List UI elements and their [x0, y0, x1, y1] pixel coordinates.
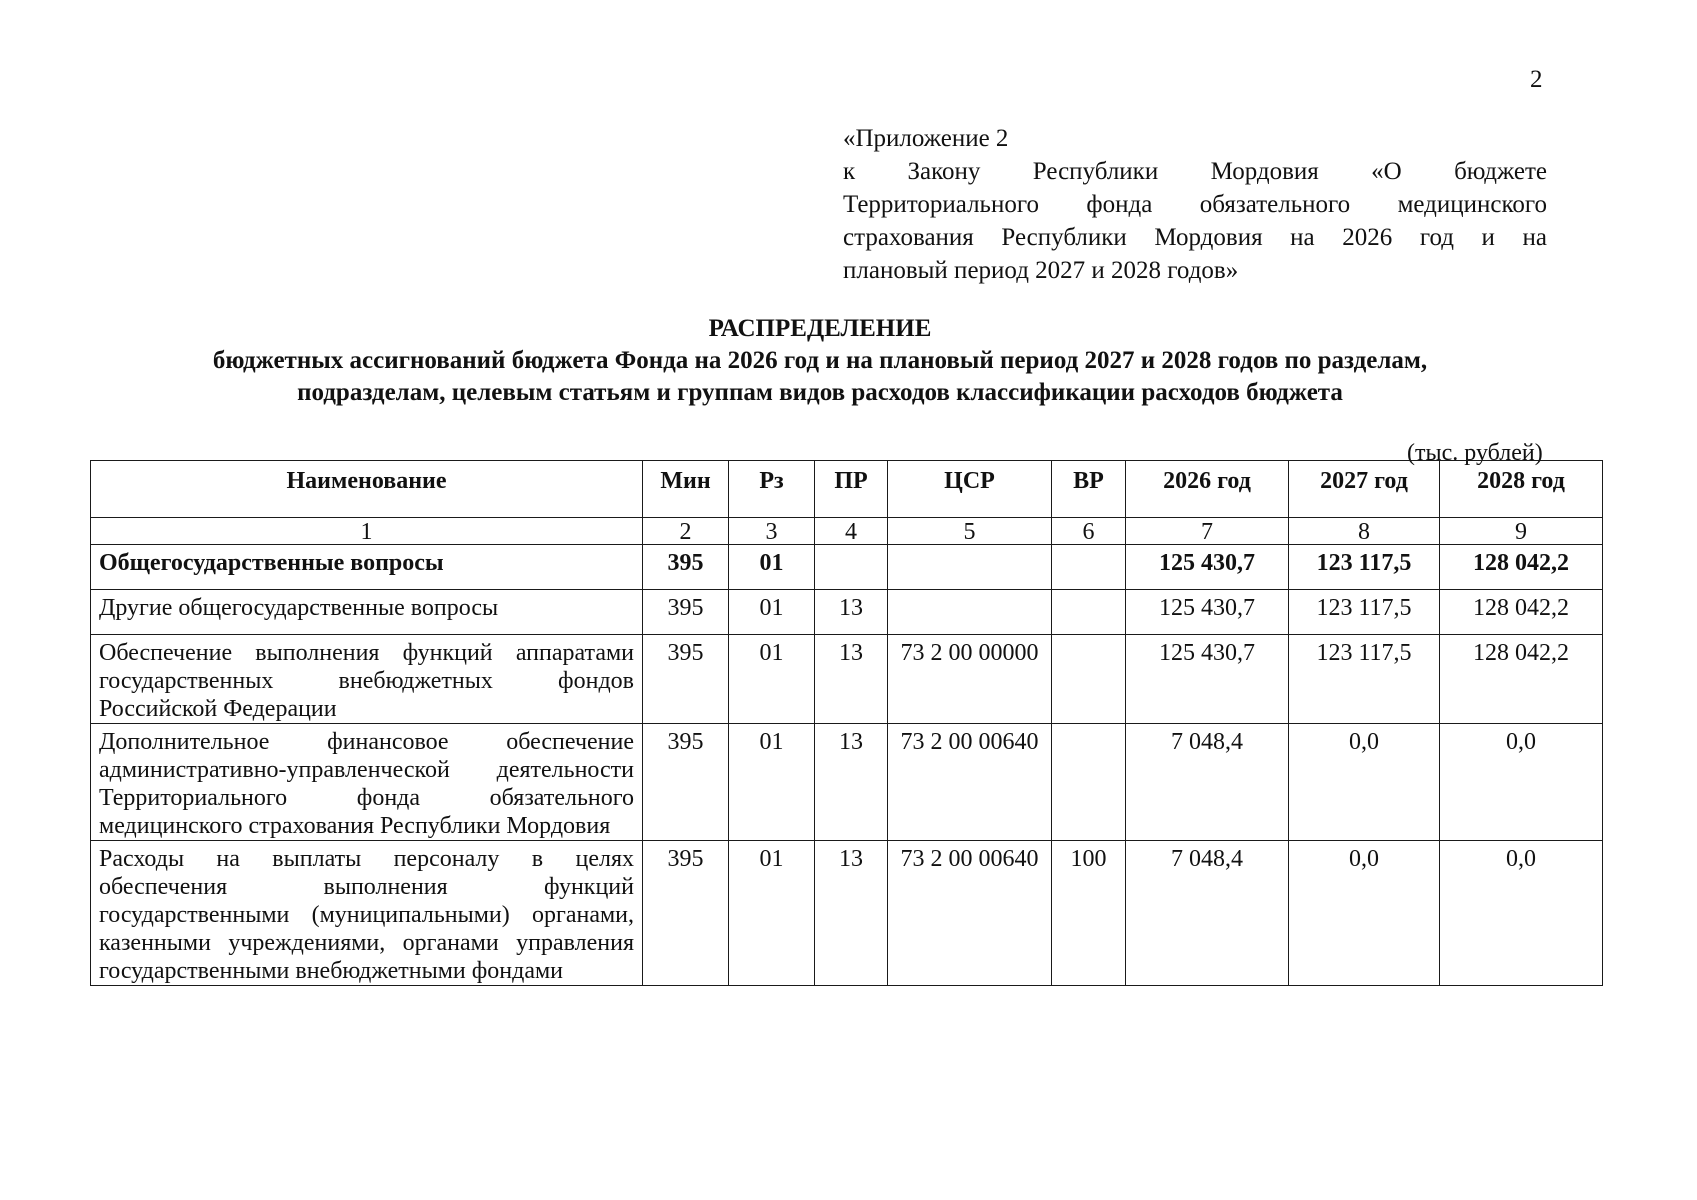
row-rz: 01	[729, 635, 815, 724]
document-subtitle-line-2: подразделам, целевым статьям и группам видов расходов классификации расходов бюджета	[297, 379, 1343, 406]
header-2028: 2028 год	[1440, 461, 1603, 518]
header-vr: ВР	[1052, 461, 1126, 518]
row-2028: 128 042,2	[1440, 590, 1603, 635]
row-2026: 125 430,7	[1126, 590, 1289, 635]
row-2026: 125 430,7	[1126, 635, 1289, 724]
table-row	[91, 635, 1603, 724]
row-min: 395	[643, 724, 729, 841]
column-number: 4	[815, 518, 888, 545]
row-min: 395	[643, 590, 729, 635]
appendix-header	[843, 122, 1547, 287]
row-name: Дополнительное финансовое обеспечение административно-управленческой деятельности Территориального фонда обязательного медицинского страхования Республики Мордовия	[91, 724, 643, 841]
header-min: Мин	[643, 461, 729, 518]
table-row	[91, 724, 1603, 841]
table-row	[91, 841, 1603, 986]
row-csr: 73 2 00 00640	[888, 841, 1052, 986]
row-csr: 73 2 00 00000	[888, 635, 1052, 724]
row-rz: 01	[729, 590, 815, 635]
row-csr	[888, 590, 1052, 635]
row-2028: 0,0	[1440, 841, 1603, 986]
row-name: Общегосударственные вопросы	[91, 545, 643, 590]
document-title: РАСПРЕДЕЛЕНИЕ	[708, 315, 932, 342]
column-number: 2	[643, 518, 729, 545]
row-pr: 13	[815, 724, 888, 841]
row-name: Обеспечение выполнения функций аппаратами государственных внебюджетных фондов Российской Федерации	[91, 635, 643, 724]
row-2028: 128 042,2	[1440, 635, 1603, 724]
row-min: 395	[643, 545, 729, 590]
page-number: 2	[1530, 66, 1543, 93]
row-csr	[888, 545, 1052, 590]
appendix-line-2: к Закону Республики Мордовия «О бюджете	[843, 158, 1547, 185]
row-2026: 7 048,4	[1126, 724, 1289, 841]
row-name: Расходы на выплаты персоналу в целях обеспечения выполнения функций государственными (муниципальными) органами, казенными учреждениями, органами управления государственными внебюджетными фондами	[91, 841, 643, 986]
row-2026: 7 048,4	[1126, 841, 1289, 986]
row-vr: 100	[1052, 841, 1126, 986]
header-csr: ЦСР	[888, 461, 1052, 518]
column-number: 6	[1052, 518, 1126, 545]
row-vr	[1052, 545, 1126, 590]
appendix-line-3: Территориального фонда обязательного медицинского	[843, 191, 1547, 218]
row-vr	[1052, 590, 1126, 635]
table-header-row	[91, 461, 1603, 518]
header-2027: 2027 год	[1289, 461, 1440, 518]
document-subtitle-line-1: бюджетных ассигнований бюджета Фонда на 2026 год и на плановый период 2027 и 2028 годов по разделам,	[212, 347, 1428, 374]
row-min: 395	[643, 841, 729, 986]
row-2028: 128 042,2	[1440, 545, 1603, 590]
header-pr: ПР	[815, 461, 888, 518]
column-number: 1	[91, 518, 643, 545]
row-min: 395	[643, 635, 729, 724]
appendix-line-1: «Приложение 2	[843, 125, 1009, 152]
header-name: Наименование	[91, 461, 643, 518]
row-pr: 13	[815, 635, 888, 724]
row-2027: 123 117,5	[1289, 635, 1440, 724]
row-pr	[815, 545, 888, 590]
row-2027: 123 117,5	[1289, 590, 1440, 635]
column-number: 7	[1126, 518, 1289, 545]
row-vr	[1052, 635, 1126, 724]
row-rz: 01	[729, 724, 815, 841]
table-row	[91, 545, 1603, 590]
row-2027: 0,0	[1289, 841, 1440, 986]
budget-table	[90, 460, 1603, 986]
header-rz: Рз	[729, 461, 815, 518]
row-vr	[1052, 724, 1126, 841]
appendix-line-5: плановый период 2027 и 2028 годов»	[843, 257, 1239, 284]
row-rz: 01	[729, 545, 815, 590]
table-row	[91, 590, 1603, 635]
column-numbering-row	[91, 518, 1603, 545]
units-note: (тыс. рублей)	[1407, 440, 1543, 466]
column-number: 8	[1289, 518, 1440, 545]
row-2026: 125 430,7	[1126, 545, 1289, 590]
row-pr: 13	[815, 841, 888, 986]
row-2028: 0,0	[1440, 724, 1603, 841]
row-csr: 73 2 00 00640	[888, 724, 1052, 841]
column-number: 5	[888, 518, 1052, 545]
header-2026: 2026 год	[1126, 461, 1289, 518]
row-2027: 0,0	[1289, 724, 1440, 841]
appendix-line-4: страхования Республики Мордовия на 2026 год и на	[843, 224, 1547, 251]
row-name: Другие общегосударственные вопросы	[91, 590, 643, 635]
document-heading	[90, 313, 1550, 409]
row-pr: 13	[815, 590, 888, 635]
row-rz: 01	[729, 841, 815, 986]
row-2027: 123 117,5	[1289, 545, 1440, 590]
column-number: 3	[729, 518, 815, 545]
column-number: 9	[1440, 518, 1603, 545]
